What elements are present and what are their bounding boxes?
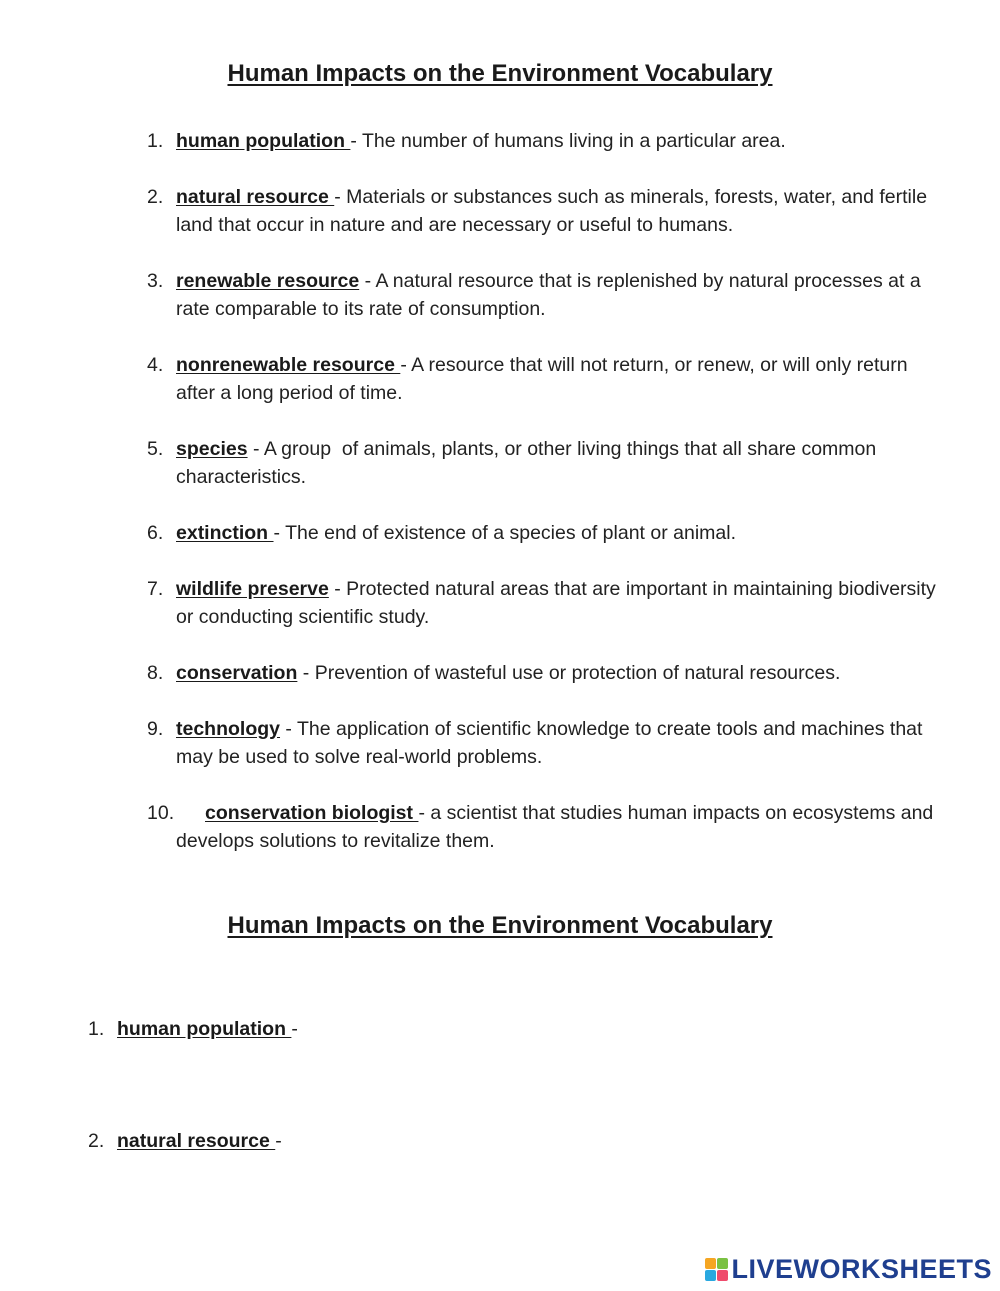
- worksheet-dash: -: [275, 1130, 282, 1152]
- vocab-term: extinction: [176, 522, 274, 544]
- vocabulary-list: [147, 127, 947, 883]
- vocab-definition: - Prevention of wasteful use or protection of natural resources.: [297, 662, 841, 684]
- vocab-term: species: [176, 438, 248, 460]
- vocab-term: conservation: [176, 662, 298, 684]
- liveworksheets-brand: [705, 1256, 992, 1283]
- item-number: 6.: [147, 522, 164, 544]
- vocab-item-extinction: [147, 519, 947, 547]
- item-number: 1.: [88, 1018, 105, 1040]
- item-number: 4.: [147, 354, 164, 376]
- vocab-definition: - a scientist that studies human impacts on ecosystems and develops solutions to revitalize them.: [176, 802, 934, 852]
- page-title: Human Impacts on the Environment Vocabulary: [227, 60, 773, 87]
- vocab-item-wildlife-preserve: [147, 575, 947, 631]
- item-number: 5.: [147, 438, 164, 460]
- item-number: 9.: [147, 718, 164, 740]
- item-number: 1.: [147, 130, 164, 152]
- vocab-term: renewable resource: [176, 270, 360, 292]
- vocab-definition: - A natural resource that is replenished by natural processes at a rate comparable to its rate of consumption.: [176, 270, 921, 320]
- logo-tile-icon: [705, 1258, 716, 1269]
- vocab-item-natural-resource: [147, 183, 947, 239]
- worksheet-term: human population: [117, 1018, 292, 1040]
- worksheet-term: natural resource: [117, 1130, 276, 1152]
- vocab-item-conservation: [147, 659, 947, 687]
- vocab-item-species: [147, 435, 947, 491]
- vocab-term: human population: [176, 130, 351, 152]
- vocab-item-technology: [147, 715, 947, 771]
- logo-tile-icon: [717, 1258, 728, 1269]
- item-number: 3.: [147, 270, 164, 292]
- vocab-term: natural resource: [176, 186, 335, 208]
- vocab-definition: - A resource that will not return, or renew, or will only return after a long period of time.: [176, 354, 908, 404]
- item-number: 10.: [147, 802, 175, 824]
- vocab-item-conservation-biologist: [147, 799, 947, 855]
- item-number: 2.: [88, 1130, 105, 1152]
- brand-name: LIVEWORKSHEETS: [731, 1254, 992, 1284]
- worksheet-item-natural-resource: [88, 1127, 298, 1155]
- vocab-term: wildlife preserve: [176, 578, 329, 600]
- item-number: 2.: [147, 186, 164, 208]
- item-number: 7.: [147, 578, 164, 600]
- vocab-term: technology: [176, 718, 281, 740]
- liveworksheets-logo-icon: [705, 1258, 728, 1281]
- vocab-definition: - The end of existence of a species of plant or animal.: [273, 522, 737, 544]
- vocab-item-nonrenewable-resource: [147, 351, 947, 407]
- vocab-definition: - Materials or substances such as minerals, forests, water, and fertile land that occur in nature and are necessary or useful to humans.: [176, 186, 928, 236]
- item-number: 8.: [147, 662, 164, 684]
- vocab-definition: - The application of scientific knowledge to create tools and machines that may be used to solve real-world problems.: [176, 718, 923, 768]
- vocab-definition: - Protected natural areas that are important in maintaining biodiversity or conducting scientific study.: [176, 578, 936, 628]
- worksheet-item-human-population: [88, 1015, 298, 1043]
- logo-tile-icon: [717, 1270, 728, 1281]
- vocab-item-renewable-resource: [147, 267, 947, 323]
- worksheet-list: [88, 1015, 298, 1239]
- worksheet-dash: -: [291, 1018, 298, 1040]
- worksheet-title: Human Impacts on the Environment Vocabulary: [227, 912, 773, 939]
- vocab-definition: - A group of animals, plants, or other living things that all share common characteristics.: [176, 438, 882, 488]
- vocab-term: conservation biologist: [205, 802, 419, 824]
- vocab-term: nonrenewable resource: [176, 354, 401, 376]
- vocab-definition: - The number of humans living in a particular area.: [350, 130, 786, 152]
- vocab-item-human-population: [147, 127, 947, 155]
- logo-tile-icon: [705, 1270, 716, 1281]
